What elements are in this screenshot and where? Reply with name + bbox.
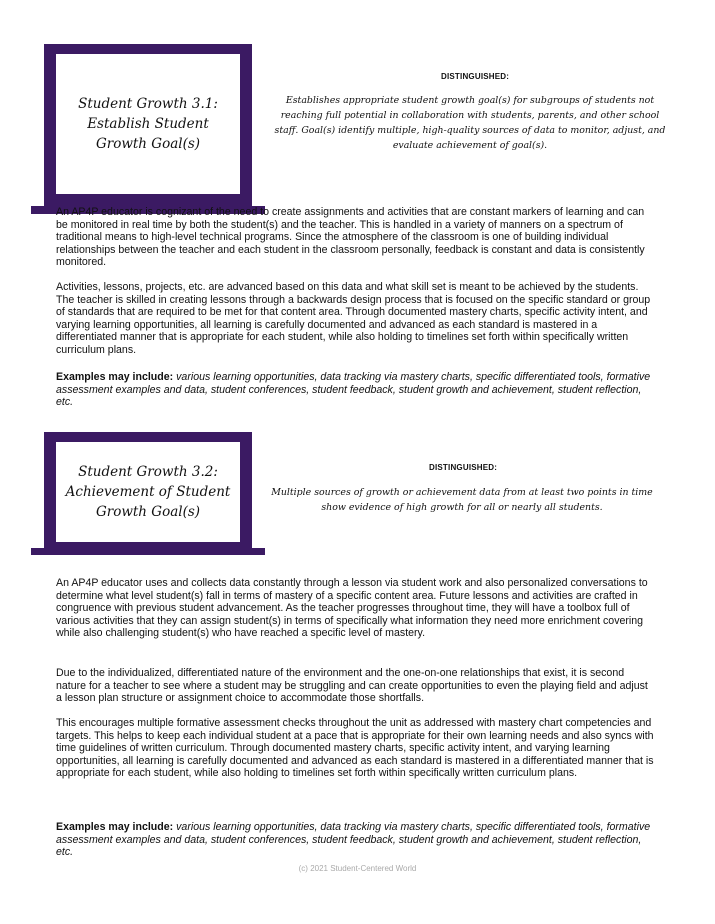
section2-distinguished-label: DISTINGUISHED:: [429, 463, 498, 472]
section2-examples: [56, 821, 656, 859]
section2-frame-base: [31, 548, 265, 555]
section1-title: Student Growth 3.1: Establish Student Growth Goal(s): [56, 54, 240, 194]
section2-title: Student Growth 3.2: Achievement of Student Growth Goal(s): [56, 442, 240, 542]
section1-examples: [56, 371, 656, 409]
copyright-footer: (c) 2021 Student-Centered World: [298, 864, 417, 873]
section2-distinguished-text: Multiple sources of growth or achievement data from at least two points in time show evidence of high growth for all or nearly all students.: [271, 487, 653, 513]
section1-distinguished-text: Establishes appropriate student growth goal(s) for subgroups of students not reaching full potential in collaboration with students, parents, and other school staff. Goal(s) identify multiple, high-quality sources of data to monitor, adjust, and evaluate achievement of goal(s).: [274, 95, 666, 151]
section1-paragraph-2: Activities, lessons, projects, etc. are advanced based on this data and what skill set is meant to be achieved by the students. The teacher is skilled in creating lessons through a backwards design process that is focused on the specific standard or group of standards that are required to be met for that content area. Through documented mastery charts, specific activity intent, and varying learning opportunities, all learning is carefully documented and advanced as each standard is mastered in a differentiated manner that is appropriate for each student, while also holding to timelines set forth within specifically written curriculum plans.: [56, 281, 651, 356]
section2-examples-label: Examples may include:: [56, 821, 174, 833]
section1-examples-label: Examples may include:: [56, 371, 174, 383]
section2-examples-text: various learning opportunities, data tracking via mastery charts, specific differentiated tools, formative assessment examples and data, student conferences, student feedback, student growth and achievement, student reflection, etc.: [56, 821, 651, 859]
section1-examples-text: various learning opportunities, data tracking via mastery charts, specific differentiated tools, formative assessment examples and data, student conferences, student feedback, student growth and achievement, student reflection, etc.: [56, 371, 651, 409]
section1-paragraph-1: An AP4P educator is cognizant of the need to create assignments and activities that are constant markers of learning and can be monitored in real time by both the student(s) and the teacher. This is handled in a variety of manners on a spectrum of traditional means to high-level technical programs. Since the atmosphere of the classroom is one of building individual relationships between the teacher and each student in the classroom personally, feedback is constant and data is consistently monitored.: [56, 206, 645, 269]
section2-paragraph-3: This encourages multiple formative assessment checks throughout the unit as addressed with mastery chart competencies and targets. This helps to keep each individual student at a pace that is appropriate for their own learning needs and also syncs with time guidelines of written curriculum. Through documented mastery charts, specific activity intent, and varying learning opportunities, all learning is carefully documented and advanced as each standard is mastered in a differentiated manner that is appropriate for each student, while also holding to timelines set forth within specifically written curriculum plans.: [56, 717, 654, 780]
section2-paragraph-2: Due to the individualized, differentiated nature of the environment and the one-on-one relationships that exist, it is second nature for a teacher to see where a student may be struggling and can create opportunities to even the playing field and adjust a lesson plan structure or assignment choice to accommodate those shortfalls.: [56, 667, 648, 705]
section2-paragraph-1: An AP4P educator uses and collects data constantly through a lesson via student work and also personalized conversations to determine what level student(s) fall in terms of mastery of a specific content area. Future lessons and activities are crafted in congruence with previous student advancement. As the teacher progresses throughout time, they will have a toolbox full of various activities that they can assign student(s) in terms of specifically what information they need more enrichment covering while also challenging student(s) who have reached a specific level of mastery.: [56, 577, 648, 640]
section1-distinguished-label: DISTINGUISHED:: [441, 72, 510, 81]
